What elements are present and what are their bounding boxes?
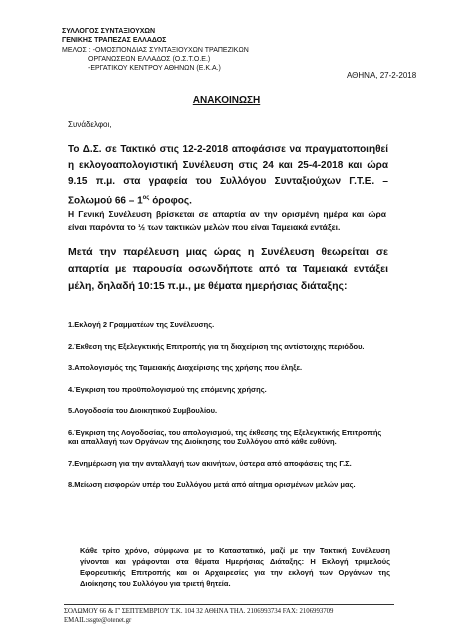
agenda-item: 5.Λογοδοσία του Διοικητικού Συμβουλίου. — [68, 406, 218, 415]
membership-line-3: -ΕΡΓΑΤΙΚΟΥ ΚΕΝΤΡΟΥ ΑΘΗΝΩΝ (Ε.Κ.Α.) — [88, 65, 221, 72]
paragraph-meeting-decision — [68, 142, 388, 209]
paragraph-meeting-text: Το Δ.Σ. σε Τακτικό στις 12-2-2018 αποφάσισε να πραγματοποιηθεί η εκλογοαπολογιστική Συνέλευση στις 24 και 25-4-2018 και ώρα 9.15 π.μ. στα γραφεία του Συλλόγου Συνταξιούχων Γ.Τ.Ε. – Σολωμού 66 – 1 — [68, 144, 388, 207]
membership-line-1: ΜΕΛΟΣ : -ΟΜΟΣΠΟΝΔΙΑΣ ΣΥΝΤΑΞΙΟΥΧΩΝ ΤΡΑΠΕΖΙΚΩΝ — [62, 47, 249, 54]
document-date: ΑΘΗΝΑ, 27-2-2018 — [347, 71, 417, 80]
org-name-line-1: ΣΥΛΛΟΓΟΣ ΣΥΝΤΑΞΙΟΥΧΩΝ — [62, 28, 156, 35]
agenda-item: 6.Έγκριση της Λογοδοσίας, του απολογισμού, της έκθεσης της Εξελεγκτικής Επιτροπής και απαλλαγή των Οργάνων της Διοίκησης του Συλλόγου από κάθε ευθύνη. — [68, 427, 382, 446]
paragraph-quorum: Η Γενική Συνέλευση βρίσκεται σε απαρτία αν την ορισμένη ημέρα και ώρα είναι παρόντα το ½ των τακτικών μελών που είναι Ταμειακά εντάξει. — [68, 209, 386, 232]
greeting: Συνάδελφοι, — [68, 120, 112, 129]
agenda-item: 4.Έγκριση του προϋπολογισμού της επόμενης χρήσης. — [68, 384, 267, 394]
memberships — [62, 46, 249, 73]
agenda-item: 2.Έκθεση της Εξελεγκτικής Επιτροπής για τη διαχείριση της αντίστοιχης περιόδου. — [68, 341, 365, 351]
agenda-item: 7.Ενημέρωση για την ανταλλαγή των ακινήτων, ύστερα από αποφάσεις της Γ.Σ. — [68, 458, 352, 468]
paragraph-meeting-tail: όροφος. — [149, 195, 192, 207]
org-name-line-2: ΓΕΝΙΚΗΣ ΤΡΑΠΕΖΑΣ ΕΛΛΑΔΟΣ — [62, 37, 167, 44]
footer-address: ΣΟΛΩΜΟΥ 66 & Γ' ΣΕΠΤΕΜΒΡΙΟΥ Τ.Κ. 104 32 ΑΘΗΝΑ ΤΗΛ. 2106993734 FAX: 2106993709 — [64, 608, 334, 615]
paragraph-second-quorum: Μετά την παρέλευση μιας ώρας η Συνέλευση θεωρείται σε απαρτία με παρουσία οσωνδήποτε από τα Ταμειακά εντάξει μέλη, δηλαδή 10:15 π.μ., με θέματα ημερήσιας διάταξης: — [68, 246, 388, 292]
agenda-list — [68, 320, 393, 502]
agenda-item: 1.Εκλογή 2 Γραμματέων της Συνέλευσης. — [68, 320, 215, 329]
paragraph-elections: Κάθε τρίτο χρόνο, σύμφωνα με το Καταστατικό, μαζί με την Τακτική Συνέλευση γίνονται και γράφονται στα θέματα Ημερήσιας Διάταξης: Η Εκλογή τριμελούς Εφορευτικής Επιτροπής και οι Αρχαιρεσίες για την εκλογή των Οργάνων της Διοίκησης του Συλλόγου για τριετή θητεία. — [80, 546, 390, 588]
organization-name — [62, 27, 166, 45]
document-title: ΑΝΑΚΟΙΝΩΣΗ — [192, 95, 261, 106]
agenda-item: 3.Απολογισμός της Ταμειακής Διαχείρισης της χρήσης που έληξε. — [68, 363, 303, 372]
footer-email: EMAIL:ssgte@otenet.gr — [64, 617, 132, 624]
floor-superscript: ος — [142, 195, 150, 201]
footer — [64, 604, 394, 625]
agenda-item: 8.Μείωση εισφορών υπέρ του Συλλόγου μετά από αίτημα ορισμένων μελών μας. — [68, 480, 356, 489]
membership-line-2: ΟΡΓΑΝΩΣΕΩΝ ΕΛΛΑΔΟΣ (Ο.Σ.Τ.Ο.Ε.) — [88, 56, 211, 63]
